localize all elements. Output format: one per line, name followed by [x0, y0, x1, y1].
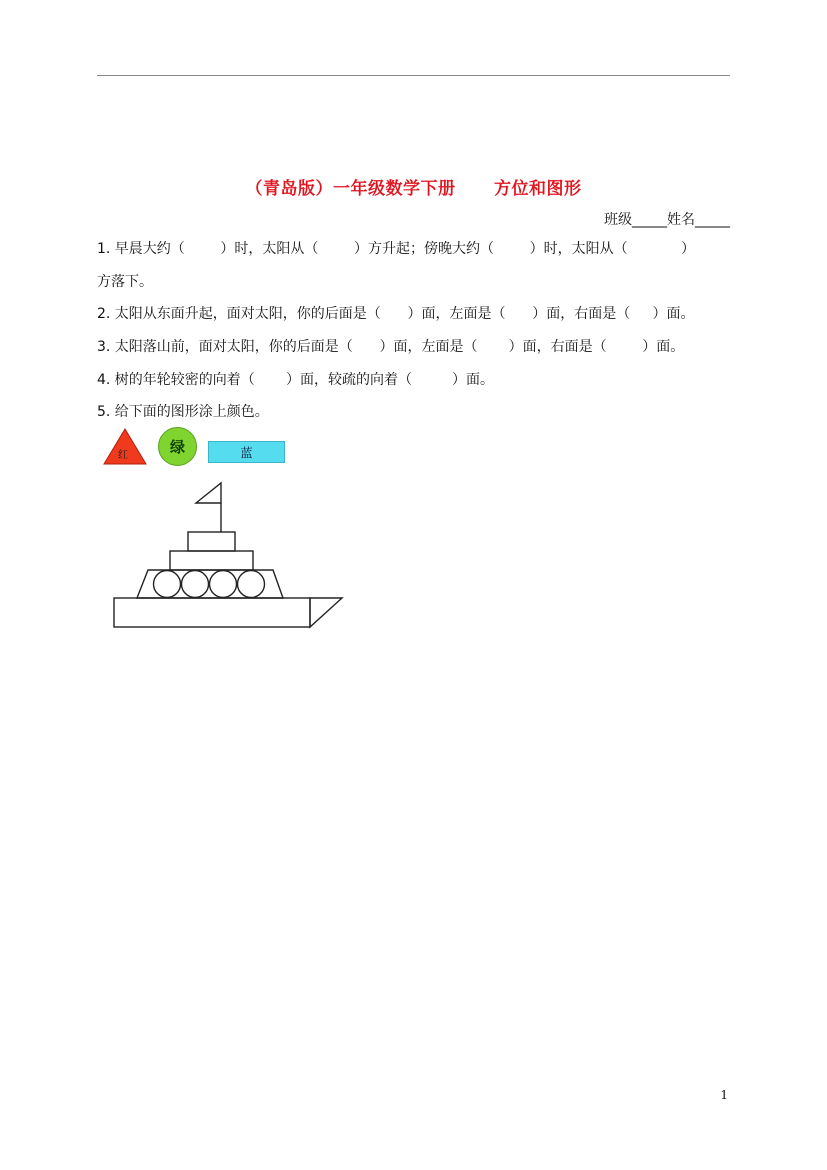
- question-1: 1. 早晨大约（ ）时，太阳从（ ）方升起；傍晚大约（ ）时，太阳从（ ）: [97, 241, 696, 257]
- boat-drawing: [110, 478, 346, 630]
- page-title: （青岛版）一年级数学下册 方位和图形: [245, 179, 582, 199]
- class-name-line: 班级_____姓名_____: [604, 212, 730, 228]
- porthole-4: [238, 571, 265, 598]
- question-4: 4. 树的年轮较密的向着（ ）面，较疏的向着（ ）面。: [97, 372, 495, 388]
- boat-cabin-top: [188, 532, 235, 551]
- boat-cabin-middle: [170, 551, 253, 570]
- rect-label: 蓝: [240, 445, 253, 460]
- question-5: 5. 给下面的图形涂上颜色。: [97, 404, 269, 420]
- page-number: 1: [720, 1088, 728, 1102]
- boat-hull: [114, 598, 310, 627]
- boat-bow: [310, 598, 342, 627]
- triangle-label: 红: [118, 450, 128, 461]
- blue-rectangle-icon: [208, 441, 285, 463]
- question-2: 2. 太阳从东面升起，面对太阳，你的后面是（ ）面，左面是（ ）面，右面是（ ）面。: [97, 306, 695, 322]
- circle-label: 绿: [169, 438, 185, 456]
- porthole-3: [210, 571, 237, 598]
- header-rule: [97, 75, 730, 76]
- boat-flag: [196, 483, 221, 503]
- porthole-2: [182, 571, 209, 598]
- green-circle-icon: [158, 427, 197, 466]
- question-1-continued: 方落下。: [97, 274, 153, 290]
- porthole-1: [154, 571, 181, 598]
- question-3: 3. 太阳落山前，面对太阳，你的后面是（ ）面，左面是（ ）面，右面是（ ）面。: [97, 339, 685, 355]
